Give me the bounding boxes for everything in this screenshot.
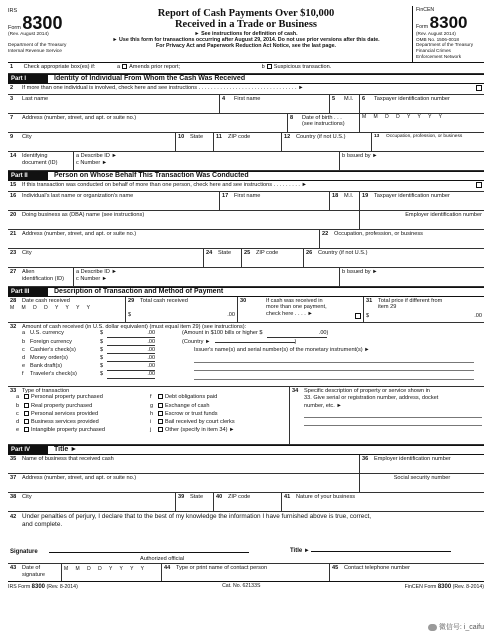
p2-taxpayer-id-field[interactable]: 19 Taxpayer identification number <box>362 193 450 199</box>
footer-right: FinCEN Form 8300 (Rev. 8-2014) <box>404 583 484 590</box>
business-name-label: Name of business that received cash <box>22 456 114 462</box>
option-b-letter: b <box>261 64 265 70</box>
line-1-row <box>8 63 484 74</box>
total-price-cents: .00 <box>474 312 482 319</box>
watermark-text: 微信号: i_caifu <box>438 623 484 631</box>
irs-service: Internal Revenue Service <box>8 48 62 54</box>
p2-address-label: Address (number, street, and apt. or suite no.) <box>22 231 137 237</box>
form-label: Form <box>8 25 21 32</box>
country-field[interactable]: 12 Country (if not U.S.) <box>282 133 372 151</box>
p2-address-field[interactable]: 21 Address (number, street, and apt. or suite no.) <box>8 230 320 248</box>
line-32-label: Amount of cash received (in U.S. dollar equivalent) (must equal item 29) (see instructions): <box>22 324 247 330</box>
tx-type-d[interactable]: d Business services provided <box>16 418 99 425</box>
p2-city-label: City <box>22 250 32 256</box>
business-ein-field[interactable]: 36 Employer identification number <box>362 456 451 462</box>
property-description-field[interactable]: 34 Specific description of property or service shown in 33. Give serial or registration number, address, docket number, etc. ► <box>290 387 484 444</box>
p2-country-label: Country (if not U.S.) <box>318 250 368 256</box>
fincen-form-block <box>412 6 484 62</box>
rev-date: (Rev. August 2014) <box>8 32 49 38</box>
transaction-type-right <box>150 394 287 435</box>
total-cash-label: Total cash received <box>140 298 188 304</box>
country-label: Country (if not U.S.) <box>296 134 346 140</box>
line-27-row: 27 Alien identification (ID) a Describe ID ► c Number ► b Issued by ► <box>8 268 484 287</box>
total-cash-field[interactable]: 29 Total cash received $ .00 <box>126 297 238 322</box>
tx-type-c[interactable]: c Personal services provided <box>16 410 99 417</box>
fincen-form-label: Form <box>416 23 429 30</box>
fincen-form-number: 8300 <box>429 12 468 32</box>
part-4-header <box>8 445 484 455</box>
id-issued-by-field[interactable] <box>340 152 484 170</box>
alien-number-label: c Number ► <box>76 276 108 283</box>
p2-first-name-field[interactable]: 17 First name <box>220 192 330 210</box>
p2-state-label: State <box>218 250 232 256</box>
line-9-row <box>8 133 484 152</box>
part-title: Person on Whose Behalf This Transaction Was Conducted <box>54 171 249 179</box>
date-received-label: Date cash received <box>22 298 70 304</box>
part-title: Description of Transaction and Method of Payment <box>54 287 224 295</box>
irs-form-block <box>8 6 80 62</box>
foreign-country-field[interactable]: (Country ► ) <box>182 338 297 345</box>
form-footer <box>8 584 484 591</box>
date-received-field[interactable]: 28 Date cash received M M D D Y Y Y Y <box>8 297 126 322</box>
alien-describe-field[interactable] <box>74 268 340 286</box>
dob-note: (see instructions) <box>302 121 345 128</box>
contact-name-field[interactable]: 44 Type or print name of contact person <box>162 564 330 581</box>
line-33-row: 33 Type of transaction a Personal property purchased b Real property purchased c Personal services provided d Business services provided e Intangible property purchased f Debt obligations paid g Exchange of cash h Escrow or trust funds i Bail received by court clerks j Other (specify in item 34) ► 34 Specific description of property or service shown in 33. Give serial or registration number, address, docket number, etc. ► <box>8 387 484 445</box>
p2-occupation-field[interactable]: 22 Occupation, profession, or business <box>322 231 423 237</box>
line-number: 2 <box>10 85 14 91</box>
footer-cat: Cat. No. 62133S <box>222 582 261 589</box>
part-1-header <box>8 74 484 84</box>
business-zip-label: ZIP code <box>228 494 251 500</box>
line-2-label: If more than one individual is involved, check here and see instructions <box>22 85 198 91</box>
contact-name-label: Type or print name of contact person <box>176 565 268 571</box>
business-name-field[interactable]: 35 Name of business that received cash <box>8 455 360 473</box>
line-35-row <box>8 455 484 474</box>
line-3-row <box>8 95 484 114</box>
multiple-individuals-checkbox[interactable] <box>476 85 482 91</box>
irs-label: IRS <box>8 8 18 14</box>
business-zip-field[interactable]: 40 ZIP code <box>214 493 282 511</box>
signature-label: Signature <box>10 548 38 555</box>
alien-id-label: Alien <box>22 269 35 275</box>
zip-field[interactable]: 11 ZIP code <box>214 133 282 151</box>
org-name-field[interactable]: 16 Individual's last name or organization's name <box>8 192 220 210</box>
line-43-row: 43 Date of signature M M D D Y Y Y Y 44 Type or print name of contact person 45 Contact telephone number <box>8 564 484 582</box>
multiple-persons-checkbox[interactable] <box>476 182 482 188</box>
p2-occupation-label: Occupation, profession, or business <box>334 231 423 237</box>
city-label: City <box>22 134 32 140</box>
state-label: State <box>190 134 204 140</box>
omb-number: OMB No. 1506-0018 <box>416 36 459 42</box>
tx-type-g[interactable]: g Exchange of cash <box>150 402 210 409</box>
alien-describe-label: a Describe ID ► <box>76 269 117 275</box>
id-doc-label-2: document (ID) <box>22 160 58 167</box>
form-header <box>8 6 484 63</box>
usage-note: ► Use this form for transactions occurring after August 29, 2014. Do not use prior versions after this date. <box>112 37 380 44</box>
line-15-label: If this transaction was conducted on behalf of more than one person, check here and see instructions <box>22 182 273 188</box>
form-title-block <box>80 6 412 62</box>
part-label: Part II <box>8 172 48 180</box>
p2-first-name-label: First name <box>234 193 261 199</box>
title-label: Title ► <box>290 548 310 555</box>
authorized-official-label: Authorized official <box>140 555 185 562</box>
alien-issued-by-field[interactable] <box>340 268 484 286</box>
payment-item-d[interactable]: d Money order(s) $ .00 <box>22 354 156 361</box>
business-nature-field[interactable]: 41 Nature of your business <box>284 494 356 500</box>
line-21-row <box>8 230 484 249</box>
payment-item-e[interactable]: e Bank draft(s) $ .00 <box>22 363 156 370</box>
alien-issued-by-label: b Issued by ► <box>342 269 378 275</box>
tx-type-j[interactable]: j Other (specify in item 34) ► <box>150 427 235 434</box>
p2-city-field[interactable]: 23 City <box>8 249 204 267</box>
city-field[interactable]: 9 City <box>8 133 176 151</box>
issuer-names-field[interactable]: Issuer's name(s) and serial number(s) of the monetary instrument(s) ► <box>194 346 370 353</box>
fincen-dept-2: Financial Crimes <box>416 47 451 53</box>
contact-phone-field[interactable]: 45 Contact telephone number <box>332 565 410 571</box>
line-14-row: 14 Identifying document (ID) a Describe ID ► c Number ► b Issued by ► <box>8 152 484 171</box>
business-state-field[interactable]: 39 State <box>176 493 214 511</box>
line-38-row <box>8 493 484 512</box>
dollar-sign: $ <box>128 312 132 319</box>
total-price-label: Total price if different from <box>378 298 443 304</box>
amends-prior-label: Amends prior report; <box>129 64 181 70</box>
sig-date-label: Date of <box>22 565 41 571</box>
total-price-field[interactable]: 31 Total price if different from item 29 $ .00 <box>366 298 482 319</box>
payment-method-list <box>10 330 182 379</box>
first-name-field[interactable]: 4 First name <box>220 95 330 113</box>
signature-row <box>8 542 484 564</box>
last-name-field[interactable]: 3 Last name <box>8 95 220 113</box>
payment-item-b[interactable]: b Foreign currency $ .00 <box>22 338 156 345</box>
address-field[interactable]: 7 Address (number, street, and apt. or suite no.) <box>8 114 288 132</box>
line-28-row: 28 Date cash received M M D D Y Y Y Y 29 Total cash received $ .00 30 If cash was received in more than one payment, check here . . . . ► 31 Total price if different from item 29 $ .00 <box>8 297 484 323</box>
part-title: Title ► <box>54 445 78 453</box>
line-42-row <box>8 512 484 542</box>
p2-zip-label: ZIP code <box>256 250 279 256</box>
dba-field[interactable]: 20 Doing business as (DBA) name (see instructions) <box>8 211 360 229</box>
ssn-field[interactable] <box>360 474 484 492</box>
line-number: 1 <box>10 64 14 70</box>
dept-treasury: Department of the Treasury <box>8 43 67 49</box>
payment-item-c[interactable]: c Cashier's check(s) $ .00 <box>22 346 156 353</box>
p2-country-field[interactable]: 26 Country (if not U.S.) <box>306 250 368 256</box>
tx-type-f[interactable]: f Debt obligations paid <box>150 394 218 401</box>
option-a-letter: a <box>116 64 121 70</box>
part-label: Part I <box>8 75 48 83</box>
id-doc-label: Identifying <box>22 153 48 159</box>
business-address-label: Address (number, street, and apt. or suite no.) <box>22 475 137 481</box>
contact-phone-label: Contact telephone number <box>344 565 410 571</box>
p2-mi-field[interactable]: 18 M.I. <box>330 192 360 210</box>
line-7-row <box>8 114 484 133</box>
line-16-row <box>8 192 484 211</box>
occupation-field[interactable]: 13 Occupation, profession, or business <box>374 134 463 139</box>
multiple-payments-label-3: check here . . . . ► <box>266 310 313 317</box>
tx-type-i[interactable]: i Bail received by court clerks <box>150 418 235 425</box>
dba-label: Doing business as (DBA) name (see instructions) <box>22 212 145 218</box>
tx-type-a[interactable]: a Personal property purchased <box>16 394 103 401</box>
business-ein-label: Employer identification number <box>374 456 451 462</box>
dob-label-cell: 8 Date of birth . . . (see instructions) <box>288 114 360 132</box>
instructions-note: ► See instructions for definition of cash. <box>194 31 298 38</box>
wechat-watermark <box>428 624 484 632</box>
signature-field[interactable] <box>8 545 288 563</box>
address-label: Address (number, street, and apt. or suite no.) <box>22 115 137 121</box>
transaction-type-left <box>10 394 150 435</box>
part-title: Identity of Individual From Whom the Cash Was Received <box>54 74 246 82</box>
line-2-row: 2 If more than one individual is involved, check here and see instructions . . . . . . . . . . . . . . . . . . . . . . . . . . . . . . . . ► <box>8 84 484 95</box>
org-name-label: Individual's last name or organization's name <box>22 193 134 199</box>
tx-type-e[interactable]: e Intangible property purchased <box>16 427 106 434</box>
description-label-3: number, etc. ► <box>304 402 342 409</box>
line-15-row: 15 If this transaction was conducted on behalf of more than one person, check here and see instructions . . . . . . . . . ► <box>8 181 484 192</box>
taxpayer-id-label: Taxpayer identification number <box>374 96 450 102</box>
privacy-note: For Privacy Act and Paperwork Reduction Act Notice, see the last page. <box>155 43 337 50</box>
fincen-label: FinCEN <box>416 7 435 13</box>
mi-field[interactable]: 5 M.I. <box>330 95 360 113</box>
business-city-label: City <box>22 494 32 500</box>
part-3-header <box>8 287 484 297</box>
describe-id-label: a Describe ID ► <box>76 153 117 159</box>
line-20-row <box>8 211 484 230</box>
state-field[interactable]: 10 State <box>176 133 214 151</box>
part-label: Part IV <box>8 446 48 454</box>
employer-id-label: Employer identification number <box>405 212 482 218</box>
part-label: Part III <box>8 288 48 296</box>
fincen-dept-3: Enforcement Network <box>416 53 462 59</box>
sig-date-field[interactable]: M M D D Y Y Y Y <box>62 564 162 581</box>
perjury-statement: 42 Under penalties of perjury, I declare that to the best of my knowledge the information I have furnished above is true, correct, and complete. <box>10 513 372 529</box>
payment-detail-list <box>182 330 482 379</box>
tx-type-b[interactable]: b Real property purchased <box>16 402 93 409</box>
hundred-bills-field[interactable]: (Amount in $100 bills or higher $ .00) <box>182 330 329 337</box>
first-name-label: First name <box>234 96 261 102</box>
business-state-label: State <box>190 494 204 500</box>
ssn-label: Social security number <box>393 475 451 481</box>
tx-type-h[interactable]: h Escrow or trust funds <box>150 410 218 417</box>
line-32-row: 32 Amount of cash received (in U.S. dollar equivalent) (must equal item 29) (see instructions): a U.S. currency $ .00 b Foreign currency $ .00 c Cashier's check(s) $ .00 d Money order(s) $ .00 e Bank draft(s) $ .00 f Traveler's check(s) $ .00 (Amount in $100 bills or higher $ .00) (Country ► ) Issuer's name(s) and serial number(s) of the monetary instrument(s) ► <box>8 323 484 387</box>
dob-label: Date of birth . . . <box>302 115 342 121</box>
amends-prior-checkbox[interactable] <box>122 64 127 69</box>
total-cash-cents: .00 <box>227 312 235 319</box>
fincen-dept-1: Department of the Treasury <box>416 42 474 48</box>
p2-taxpayer-id-label: Taxpayer identification number <box>374 193 450 199</box>
description-label-2: 33. Give serial or registration number, address, docket <box>304 395 439 402</box>
sig-date-label-2: signature <box>22 572 46 579</box>
transaction-type-label: Type of transaction <box>22 388 70 394</box>
suspicious-label: Suspicious transaction. <box>273 64 332 70</box>
zip-label: ZIP code <box>228 134 251 140</box>
occupation-label: Occupation, profession, or business <box>386 134 463 139</box>
part-2-header <box>8 171 484 181</box>
date-received-format: M M D D Y Y Y Y <box>10 305 93 312</box>
dob-field[interactable]: M M D D Y Y Y Y <box>362 114 445 120</box>
alien-id-label-2: identification (ID) <box>22 276 64 283</box>
form-title-1: Report of Cash Payments Over $10,000 <box>157 8 335 19</box>
payment-item-f[interactable]: f Traveler's check(s) $ .00 <box>22 371 156 378</box>
business-address-field[interactable]: 37 Address (number, street, and apt. or suite no.) <box>8 474 360 492</box>
business-city-field[interactable]: 38 City <box>8 493 176 511</box>
payment-item-a[interactable]: a U.S. currency $ .00 <box>22 330 156 337</box>
mi-label: M.I. <box>344 96 354 102</box>
issued-by-label: b Issued by ► <box>342 153 378 159</box>
form-number: 8300 <box>22 13 63 34</box>
footer-left: IRS Form 8300 (Rev. 8-2014) <box>8 583 78 590</box>
p2-state-field[interactable]: 24 State <box>204 249 242 267</box>
p2-mi-label: M.I. <box>344 193 354 199</box>
employer-id-field[interactable] <box>360 211 484 229</box>
wechat-icon <box>428 624 437 631</box>
p2-zip-field[interactable]: 25 ZIP code <box>242 249 304 267</box>
line-37-row <box>8 474 484 493</box>
suspicious-checkbox[interactable] <box>267 64 272 69</box>
last-name-label: Last name <box>22 96 49 102</box>
total-price-label-2: item 29 <box>378 304 397 311</box>
line-1-label: Check appropriate box(es) if: <box>23 64 96 70</box>
multiple-payments-label: If cash was received in <box>266 298 323 304</box>
title-field[interactable] <box>288 544 484 563</box>
multiple-payments-label-2: more than one payment, <box>266 304 327 311</box>
id-number-label: c Number ► <box>76 160 108 167</box>
multiple-payments-checkbox[interactable] <box>355 313 361 319</box>
form-title-2: Received in a Trade or Business <box>174 19 318 31</box>
description-label-1: Specific description of property or service shown in <box>304 388 430 394</box>
dollar-sign: $ <box>366 312 370 319</box>
line-23-row <box>8 249 484 268</box>
business-nature-label: Nature of your business <box>296 494 356 500</box>
fincen-rev: (Rev. August 2014) <box>416 30 456 36</box>
id-describe-field[interactable] <box>74 152 340 170</box>
taxpayer-id-field[interactable]: 6 Taxpayer identification number <box>362 96 450 102</box>
